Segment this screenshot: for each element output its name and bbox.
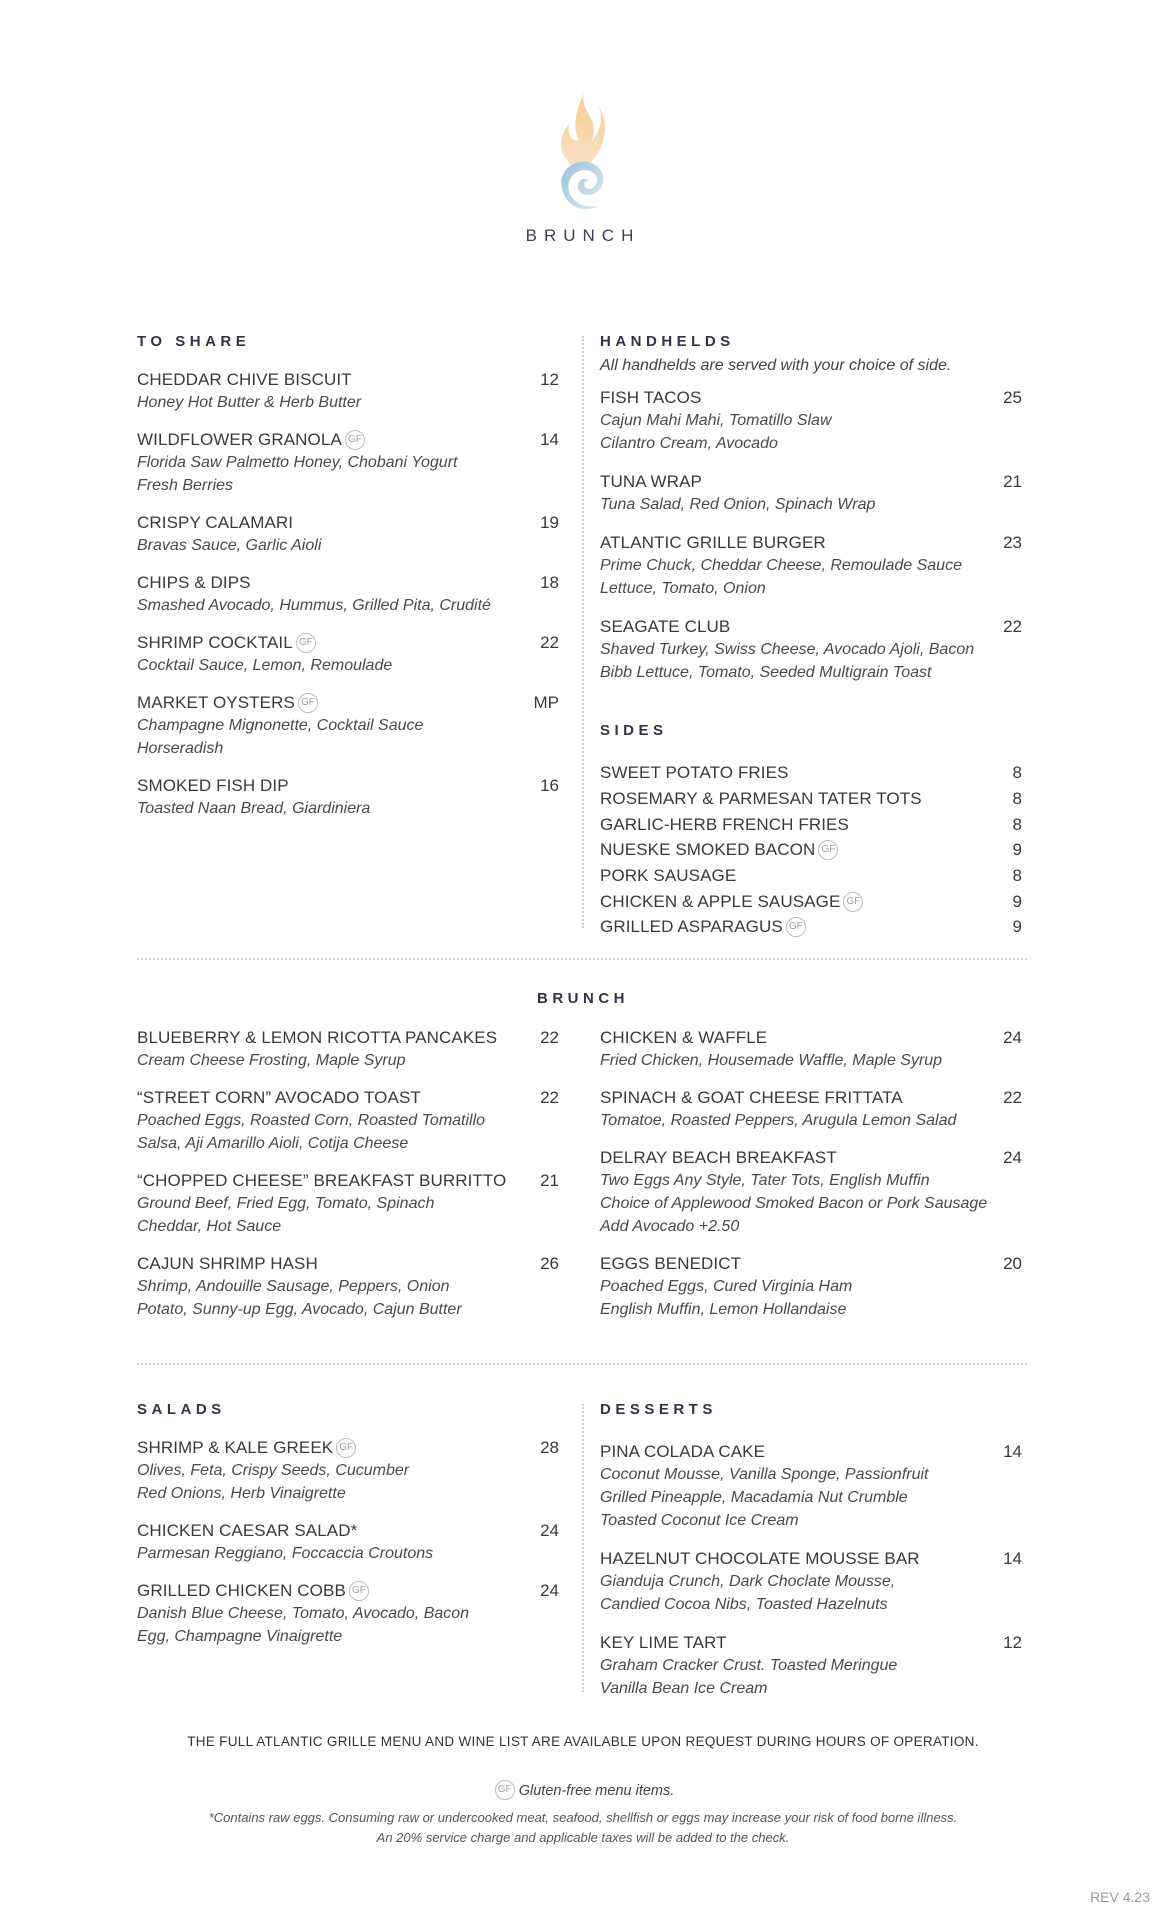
menu-item-name-wrap <box>600 1547 920 1570</box>
menu-item-description: Choice of Applewood Smoked Bacon or Pork Sausage <box>600 1195 988 1212</box>
menu-item-description: Fried Chicken, Housemade Waffle, Maple Syrup <box>600 1052 943 1069</box>
menu-item-description: Danish Blue Cheese, Tomato, Avocado, Bacon <box>137 1605 470 1622</box>
menu-item-name-wrap <box>137 511 293 534</box>
menu-item-name-wrap <box>137 1252 318 1275</box>
menu-item-row <box>600 386 1022 409</box>
menu-item-description: Cream Cheese Frosting, Maple Syrup <box>137 1052 406 1069</box>
brunch-left-list <box>137 1026 559 1321</box>
desserts-list <box>600 1440 1022 1700</box>
menu-item <box>137 1026 559 1072</box>
menu-item <box>137 571 559 617</box>
menu-item <box>600 1547 1022 1616</box>
side-item-name-wrap <box>600 787 922 810</box>
menu-item-name-wrap <box>137 1086 421 1109</box>
menu-item-name: WILDFLOWER GRANOLA <box>137 430 342 449</box>
menu-item <box>600 615 1022 684</box>
brunch-right-column <box>600 1026 1022 1321</box>
menu-item-description: Egg, Champagne Vinaigrette <box>137 1628 343 1645</box>
menu-item-name-wrap <box>137 571 251 594</box>
side-item-price: 8 <box>1012 789 1022 809</box>
menu-item-row <box>137 1579 559 1602</box>
menu-item-name: SEAGATE CLUB <box>600 617 731 636</box>
menu-item-name: PINA COLADA CAKE <box>600 1442 766 1461</box>
menu-item-description: Candied Cocoa Nibs, Toasted Hazelnuts <box>600 1596 888 1613</box>
menu-item-row <box>137 774 559 797</box>
menu-item-description: Olives, Feta, Crispy Seeds, Cucumber <box>137 1462 410 1479</box>
menu-item-description: Shaved Turkey, Swiss Cheese, Avocado Ajoli, Bacon <box>600 641 975 658</box>
gluten-free-icon: GF <box>296 633 316 653</box>
menu-item-name: “STREET CORN” AVOCADO TOAST <box>137 1088 421 1107</box>
side-item-name-wrap <box>600 761 789 784</box>
side-item-name-wrap <box>600 890 863 913</box>
gluten-free-legend <box>0 1780 1166 1800</box>
side-item <box>600 914 1022 940</box>
menu-item <box>137 511 559 557</box>
menu-item-description: Graham Cracker Crust. Toasted Meringue <box>600 1657 898 1674</box>
column-divider <box>582 1404 584 1692</box>
side-item <box>600 863 1022 889</box>
menu-item-price: 26 <box>540 1254 559 1273</box>
menu-item-row <box>600 1252 1022 1275</box>
menu-item-description: Prime Chuck, Cheddar Cheese, Remoulade Sauce <box>600 557 962 574</box>
menu-item-price: 19 <box>540 513 559 532</box>
menu-item-name: SHRIMP COCKTAIL <box>137 633 293 652</box>
brunch-left-column <box>137 1026 559 1321</box>
gluten-free-legend-text: Gluten-free menu items. <box>518 1783 675 1799</box>
menu-item-row <box>600 1547 1022 1570</box>
menu-item <box>137 691 559 760</box>
side-item-name: GARLIC-HERB FRENCH FRIES <box>600 814 849 834</box>
handhelds-note: All handhelds are served with your choice of side. <box>600 357 952 374</box>
menu-item-row <box>600 1026 1022 1049</box>
side-item <box>600 837 1022 863</box>
menu-item-row <box>137 631 559 654</box>
side-item-name: PORK SAUSAGE <box>600 866 737 886</box>
brunch-right-list <box>600 1026 1022 1321</box>
menu-item-name-wrap <box>137 1436 356 1459</box>
menu-item-description: Toasted Coconut Ice Cream <box>600 1512 799 1529</box>
salads-section <box>137 1401 559 1648</box>
service-charge-disclaimer: An 20% service charge and applicable taxes will be added to the check. <box>376 1830 790 1845</box>
menu-item <box>600 1252 1022 1321</box>
side-item-name-wrap <box>600 838 838 861</box>
menu-item-row <box>137 571 559 594</box>
menu-item <box>137 1579 559 1648</box>
menu-item-price: 12 <box>540 370 559 389</box>
menu-item-price: 14 <box>1003 1442 1022 1461</box>
menu-item-price: 24 <box>540 1581 559 1600</box>
menu-item <box>137 1436 559 1505</box>
side-item-name: ROSEMARY & PARMESAN TATER TOTS <box>600 789 922 809</box>
disclaimer <box>0 1808 1166 1848</box>
menu-item-description: Vanilla Bean Ice Cream <box>600 1680 768 1697</box>
menu-item <box>137 774 559 820</box>
menu-item-description: Two Eggs Any Style, Tater Tots, English Muffin <box>600 1172 930 1189</box>
menu-item-name: GRILLED CHICKEN COBB <box>137 1581 346 1600</box>
menu-item-description: Florida Saw Palmetto Honey, Chobani Yogurt <box>137 454 458 471</box>
side-item-price: 9 <box>1012 840 1022 860</box>
menu-item-name-wrap <box>137 631 316 654</box>
menu-item-name: EGGS BENEDICT <box>600 1254 742 1273</box>
menu-item-price: MP <box>533 693 559 712</box>
menu-item-description: Honey Hot Butter & Herb Butter <box>137 394 362 411</box>
menu-item-name: ATLANTIC GRILLE BURGER <box>600 533 826 552</box>
menu-item-price: 21 <box>1003 472 1022 491</box>
menu-item-name: SMOKED FISH DIP <box>137 776 289 795</box>
menu-item-name-wrap <box>600 615 730 638</box>
menu-item-price: 25 <box>1003 388 1022 407</box>
menu-item-name-wrap <box>137 1579 369 1602</box>
menu-item-description: Parmesan Reggiano, Foccaccia Croutons <box>137 1545 434 1562</box>
menu-item-row <box>137 1436 559 1459</box>
menu-item-name: SHRIMP & KALE GREEK <box>137 1438 334 1457</box>
menu-item-description: Poached Eggs, Roasted Corn, Roasted Tomatillo <box>137 1112 486 1129</box>
menu-item-name-wrap <box>137 1026 497 1049</box>
menu-item-description: Smashed Avocado, Hummus, Grilled Pita, Crudité <box>137 597 491 614</box>
menu-item-description: Coconut Mousse, Vanilla Sponge, Passionfruit <box>600 1466 929 1483</box>
side-item-name-wrap <box>600 864 736 887</box>
raw-food-disclaimer: *Contains raw eggs. Consuming raw or undercooked meat, seafood, shellfish or eggs may increase your risk of food borne illness. <box>208 1810 958 1825</box>
menu-item-price: 24 <box>1003 1028 1022 1047</box>
section-divider <box>137 958 1027 960</box>
desserts-title: DESSERTS <box>600 1401 717 1418</box>
menu-item-name: SPINACH & GOAT CHEESE FRITTATA <box>600 1088 903 1107</box>
gluten-free-icon: GF <box>818 840 838 860</box>
menu-item-name-wrap <box>600 1146 837 1169</box>
menu-item <box>137 631 559 677</box>
menu-item <box>600 1631 1022 1700</box>
menu-item-description: Tomatoe, Roasted Peppers, Arugula Lemon Salad <box>600 1112 957 1129</box>
menu-item-description: Fresh Berries <box>137 477 234 494</box>
menu-item-name-wrap <box>137 1519 357 1542</box>
menu-item-price: 20 <box>1003 1254 1022 1273</box>
logo <box>0 86 1166 221</box>
menu-item-description: Tuna Salad, Red Onion, Spinach Wrap <box>600 496 876 513</box>
side-item-name: CHICKEN & APPLE SAUSAGE <box>600 891 841 911</box>
menu-item-name-wrap <box>600 1252 741 1275</box>
menu-item-description: Cilantro Cream, Avocado <box>600 435 778 452</box>
handhelds-list <box>600 386 1022 684</box>
menu-item-price: 18 <box>540 573 559 592</box>
menu-item-name-wrap <box>600 470 702 493</box>
menu-item-description: Grilled Pineapple, Macadamia Nut Crumble <box>600 1489 908 1506</box>
menu-item-row <box>137 1519 559 1542</box>
gluten-free-icon: GF <box>345 430 365 450</box>
revision-label: REV 4.23 <box>1090 1889 1150 1905</box>
menu-item <box>600 386 1022 455</box>
menu-item-row <box>600 1631 1022 1654</box>
menu-item-name: KEY LIME TART <box>600 1633 727 1652</box>
menu-item-price: 22 <box>540 633 559 652</box>
menu-item <box>600 1086 1022 1132</box>
side-item-price: 8 <box>1012 763 1022 783</box>
menu-item-price: 22 <box>1003 617 1022 636</box>
menu-item-description: Gianduja Crunch, Dark Choclate Mousse, <box>600 1573 896 1590</box>
sides-section <box>600 722 1022 940</box>
menu-item-row <box>137 368 559 391</box>
menu-item-name: MARKET OYSTERS <box>137 693 295 712</box>
side-item-name: NUESKE SMOKED BACON <box>600 840 816 860</box>
menu-item-row <box>137 691 559 714</box>
gluten-free-icon: GF <box>336 1438 356 1458</box>
menu-item-name: CHIPS & DIPS <box>137 573 251 592</box>
menu-item-description: Horseradish <box>137 740 224 757</box>
page-title: BRUNCH <box>525 226 641 245</box>
menu-item-description: Cajun Mahi Mahi, Tomatillo Slaw <box>600 412 832 429</box>
menu-item-price: 23 <box>1003 533 1022 552</box>
menu-item-description: Cheddar, Hot Sauce <box>137 1218 282 1235</box>
menu-item-name-wrap <box>137 1169 506 1192</box>
menu-item <box>600 1026 1022 1072</box>
menu-item-name-wrap <box>600 1086 903 1109</box>
side-item-name-wrap <box>600 915 806 938</box>
side-item-price: 9 <box>1012 917 1022 937</box>
menu-item-description: Poached Eggs, Cured Virginia Ham <box>600 1278 853 1295</box>
gluten-free-icon: GF <box>349 1581 369 1601</box>
menu-item-description: Toasted Naan Bread, Giardiniera <box>137 800 371 817</box>
menu-item <box>600 1440 1022 1532</box>
menu-item <box>137 1169 559 1238</box>
menu-item-name-wrap <box>600 1026 767 1049</box>
menu-item-name-wrap <box>137 428 365 451</box>
menu-item-name-wrap <box>600 1631 727 1654</box>
menu-item-description: Champagne Mignonette, Cocktail Sauce <box>137 717 424 734</box>
menu-item-price: 14 <box>540 430 559 449</box>
menu-item-name-wrap <box>600 386 701 409</box>
menu-availability-notice: THE FULL ATLANTIC GRILLE MENU AND WINE LIST ARE AVAILABLE UPON REQUEST DURING HOURS OF OPERATION. <box>187 1734 979 1749</box>
menu-item-row <box>600 531 1022 554</box>
menu-item-name: FISH TACOS <box>600 388 702 407</box>
menu-item-name: TUNA WRAP <box>600 472 702 491</box>
menu-item-name: CRISPY CALAMARI <box>137 513 294 532</box>
menu-item-row <box>137 511 559 534</box>
menu-item-price: 28 <box>540 1438 559 1457</box>
to-share-title: TO SHARE <box>137 333 251 350</box>
menu-item-name-wrap <box>137 368 352 391</box>
menu-item-price: 12 <box>1003 1633 1022 1652</box>
gluten-free-icon: GF <box>495 1780 515 1800</box>
side-item-name-wrap <box>600 813 849 836</box>
menu-item-name: CAJUN SHRIMP HASH <box>137 1254 318 1273</box>
side-item-price: 9 <box>1012 891 1022 911</box>
menu-item-price: 22 <box>540 1088 559 1107</box>
side-item-name: GRILLED ASPARAGUS <box>600 917 783 937</box>
menu-item-price: 16 <box>540 776 559 795</box>
menu-item <box>137 1252 559 1321</box>
menu-item-row <box>600 1440 1022 1463</box>
menu-item-row <box>600 1146 1022 1169</box>
menu-item-row <box>137 1026 559 1049</box>
menu-item-row <box>600 470 1022 493</box>
menu-item-row <box>600 615 1022 638</box>
brunch-title: BRUNCH <box>537 990 629 1007</box>
menu-item <box>137 1519 559 1565</box>
sides-title: SIDES <box>600 722 668 739</box>
menu-item-row <box>137 1086 559 1109</box>
menu-item-name-wrap <box>137 774 289 797</box>
menu-item-description: Potato, Sunny-up Egg, Avocado, Cajun Butter <box>137 1301 462 1318</box>
menu-item-name-wrap <box>600 1440 765 1463</box>
menu-item-price: 22 <box>1003 1088 1022 1107</box>
side-item <box>600 811 1022 837</box>
handhelds-title: HANDHELDS <box>600 333 735 350</box>
menu-item-description: Bibb Lettuce, Tomato, Seeded Multigrain Toast <box>600 664 932 681</box>
side-item-price: 8 <box>1012 866 1022 886</box>
menu-item-price: 24 <box>540 1521 559 1540</box>
to-share-list <box>137 368 559 820</box>
menu-item-name: CHICKEN CAESAR SALAD* <box>137 1521 358 1540</box>
side-item <box>600 786 1022 812</box>
menu-item-name: CHICKEN & WAFFLE <box>600 1028 768 1047</box>
menu-item <box>137 428 559 497</box>
desserts-section <box>600 1401 1022 1700</box>
menu-item-description: Add Avocado +2.50 <box>600 1218 740 1235</box>
menu-item-description: Salsa, Aji Amarillo Aioli, Cotija Cheese <box>137 1135 409 1152</box>
menu-item-name-wrap <box>137 691 318 714</box>
menu-item-description: Shrimp, Andouille Sausage, Peppers, Onion <box>137 1278 450 1295</box>
menu-item-name: DELRAY BEACH BREAKFAST <box>600 1148 837 1167</box>
menu-item-row <box>600 1086 1022 1109</box>
menu-item-name-wrap <box>600 531 826 554</box>
menu-item-row <box>137 1252 559 1275</box>
menu-item-description: English Muffin, Lemon Hollandaise <box>600 1301 847 1318</box>
side-item-name: SWEET POTATO FRIES <box>600 763 789 783</box>
menu-item-name: CHEDDAR CHIVE BISCUIT <box>137 370 352 389</box>
menu-item <box>600 470 1022 516</box>
column-divider <box>582 336 584 928</box>
menu-item-price: 14 <box>1003 1549 1022 1568</box>
menu-item <box>600 531 1022 600</box>
side-item-price: 8 <box>1012 814 1022 834</box>
sides-list <box>600 760 1022 940</box>
gluten-free-icon: GF <box>843 892 863 912</box>
gluten-free-icon: GF <box>298 693 318 713</box>
menu-item-description: Ground Beef, Fried Egg, Tomato, Spinach <box>137 1195 435 1212</box>
menu-item-price: 21 <box>540 1171 559 1190</box>
menu-item-description: Bravas Sauce, Garlic Aioli <box>137 537 322 554</box>
brunch-section-title-wrap <box>0 990 1166 1008</box>
menu-item-name: “CHOPPED CHEESE” BREAKFAST BURRITTO <box>137 1171 507 1190</box>
side-item <box>600 888 1022 914</box>
menu-item-description: Lettuce, Tomato, Onion <box>600 580 766 597</box>
gluten-free-icon: GF <box>786 917 806 937</box>
flame-wave-logo-icon <box>543 86 623 216</box>
menu-item-description: Cocktail Sauce, Lemon, Remoulade <box>137 657 393 674</box>
section-divider <box>137 1363 1027 1365</box>
menu-item-description: Red Onions, Herb Vinaigrette <box>137 1485 346 1502</box>
menu-item-price: 22 <box>540 1028 559 1047</box>
salads-list <box>137 1436 559 1648</box>
menu-item-row <box>137 428 559 451</box>
menu-item-name: HAZELNUT CHOCOLATE MOUSSE BAR <box>600 1549 920 1568</box>
menu-item <box>137 368 559 414</box>
menu-item <box>600 1146 1022 1238</box>
menu-item-name: BLUEBERRY & LEMON RICOTTA PANCAKES <box>137 1028 498 1047</box>
side-item <box>600 760 1022 786</box>
menu-item-row <box>137 1169 559 1192</box>
menu-item <box>137 1086 559 1155</box>
handhelds-section <box>600 333 1022 684</box>
to-share-section <box>137 333 559 820</box>
salads-title: SALADS <box>137 1401 226 1418</box>
menu-item-price: 24 <box>1003 1148 1022 1167</box>
